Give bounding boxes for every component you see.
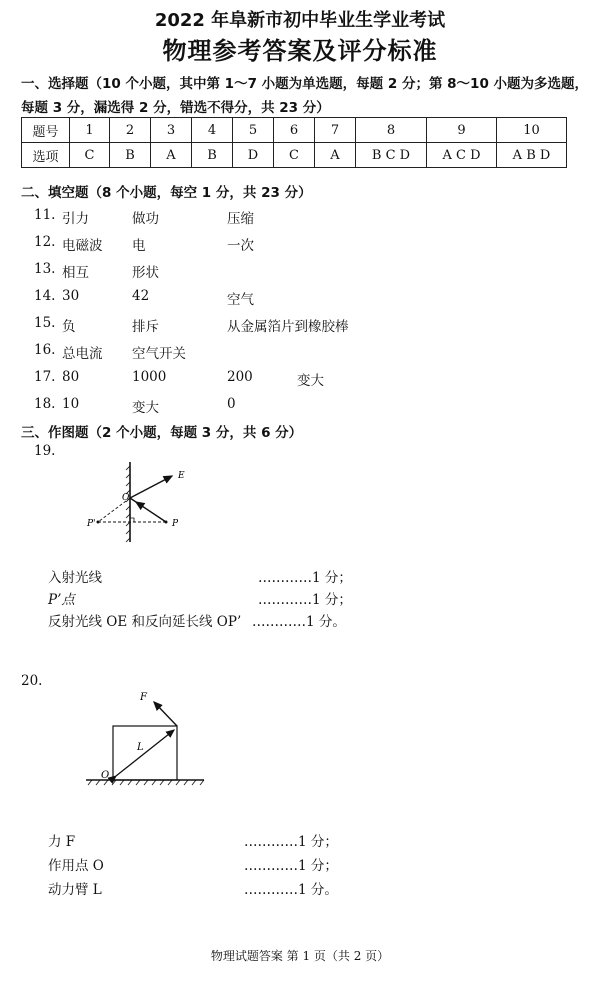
q20-score-points: …………1 分。 [244,882,338,898]
q20-score-points: …………1 分； [244,834,338,850]
answer-a: 引力 [62,211,89,227]
incident-ray [136,502,166,522]
answer-cell: C [274,143,315,168]
item-number: 14. [34,288,56,304]
section2-heading: 二、填空题（8 个小题，每空 1 分，共 23 分） [21,185,312,201]
q19-score-item: P’点 [48,592,75,608]
answer-c: 一次 [227,238,254,254]
exam-title: 2022 年阜新市初中毕业生学业考试 [154,10,446,31]
answer-c: 从金属箔片到橡胶棒 [227,319,349,335]
q19-score-points: …………1 分； [258,592,352,608]
answer-c: 0 [227,396,236,412]
answer-c: 空气 [227,292,254,308]
force-f-arrow [154,702,177,726]
answer-c: 压缩 [227,211,254,227]
answer-a: 80 [62,369,80,385]
answer-key-title: 物理参考答案及评分标准 [162,37,438,65]
q20-score-item: 动力臂 L [48,882,102,898]
lever-arm-l [116,730,174,776]
item-number: 13. [34,261,56,277]
answer-a: 负 [62,319,76,335]
point-p-prime [97,521,100,524]
section3-heading: 三、作图题（2 个小题，每题 3 分，共 6 分） [21,425,303,441]
answer-b: 1000 [132,369,167,385]
question-number: 5 [233,118,274,143]
q19-score-points: …………1 分。 [252,614,346,630]
q20-score-points: …………1 分； [244,858,338,874]
q20-number: 20. [21,673,43,689]
answer-cell: A B D [497,143,567,168]
answer-a: 总电流 [62,346,103,362]
answer-cell: A [315,143,356,168]
answer-d: 变大 [297,373,324,389]
answer-b: 做功 [132,211,159,227]
answer-cell: A [151,143,192,168]
answer-cell: B [192,143,233,168]
question-number: 4 [192,118,233,143]
question-number: 9 [427,118,497,143]
q19-number: 19. [34,443,56,459]
q19-score-item: 入射光线 [48,570,102,586]
item-number: 15. [34,315,56,331]
answer-cell: D [233,143,274,168]
point-p [165,521,168,524]
q19-score-points: …………1 分； [258,570,352,586]
label-p-prime: P' [87,519,96,529]
question-number: 8 [356,118,427,143]
mirror-reflection-diagram [80,458,200,548]
table-row-numbers [22,118,567,143]
answer-cell: B C D [356,143,427,168]
answer-a: 电磁波 [62,238,103,254]
pivot-point-o [112,779,115,782]
answer-cell: A C D [427,143,497,168]
answer-b: 形状 [132,265,159,281]
section1-heading-line1: 一、选择题（10 个小题，其中第 1～7 小题为单选题，每题 2 分；第 8～10 小题为多选题， [21,76,589,92]
q19-score-item: 反射光线 OE 和反向延长线 OP’ [48,614,242,630]
label-p: P [172,519,179,529]
label-e: E [178,471,185,481]
answer-b: 42 [132,288,150,304]
lever-diagram [82,688,212,790]
question-number: 1 [70,118,110,143]
answer-c: 200 [227,369,253,385]
answer-a: 相互 [62,265,89,281]
question-number: 7 [315,118,356,143]
table-row-answers [22,143,567,168]
q20-score-item: 作用点 O [48,858,104,874]
item-number: 12. [34,234,56,250]
item-number: 11. [34,207,56,223]
label-l: L [137,742,144,753]
reflected-ray [130,476,172,498]
label-o: O [122,493,130,503]
row-label: 选项 [22,143,70,168]
answer-a: 10 [62,396,80,412]
choice-answer-table [21,117,567,168]
answer-b: 变大 [132,400,159,416]
section1-heading-line2: 每题 3 分，漏选得 2 分，错选不得分，共 23 分） [21,100,330,116]
question-number: 3 [151,118,192,143]
answer-a: 30 [62,288,80,304]
answer-b: 空气开关 [132,346,186,362]
item-number: 16. [34,342,56,358]
question-number: 6 [274,118,315,143]
item-number: 18. [34,396,56,412]
answer-cell: C [70,143,110,168]
answer-b: 排斥 [132,319,159,335]
answer-b: 电 [132,238,146,254]
page-footer: 物理试题答案 第 1 页（共 2 页） [210,949,390,963]
item-number: 17. [34,369,56,385]
question-number: 2 [110,118,151,143]
label-f: F [140,692,147,703]
row-label: 题号 [22,118,70,143]
q20-score-item: 力 F [48,834,76,850]
question-number: 10 [497,118,567,143]
answer-cell: B [110,143,151,168]
label-o: O [101,770,110,781]
